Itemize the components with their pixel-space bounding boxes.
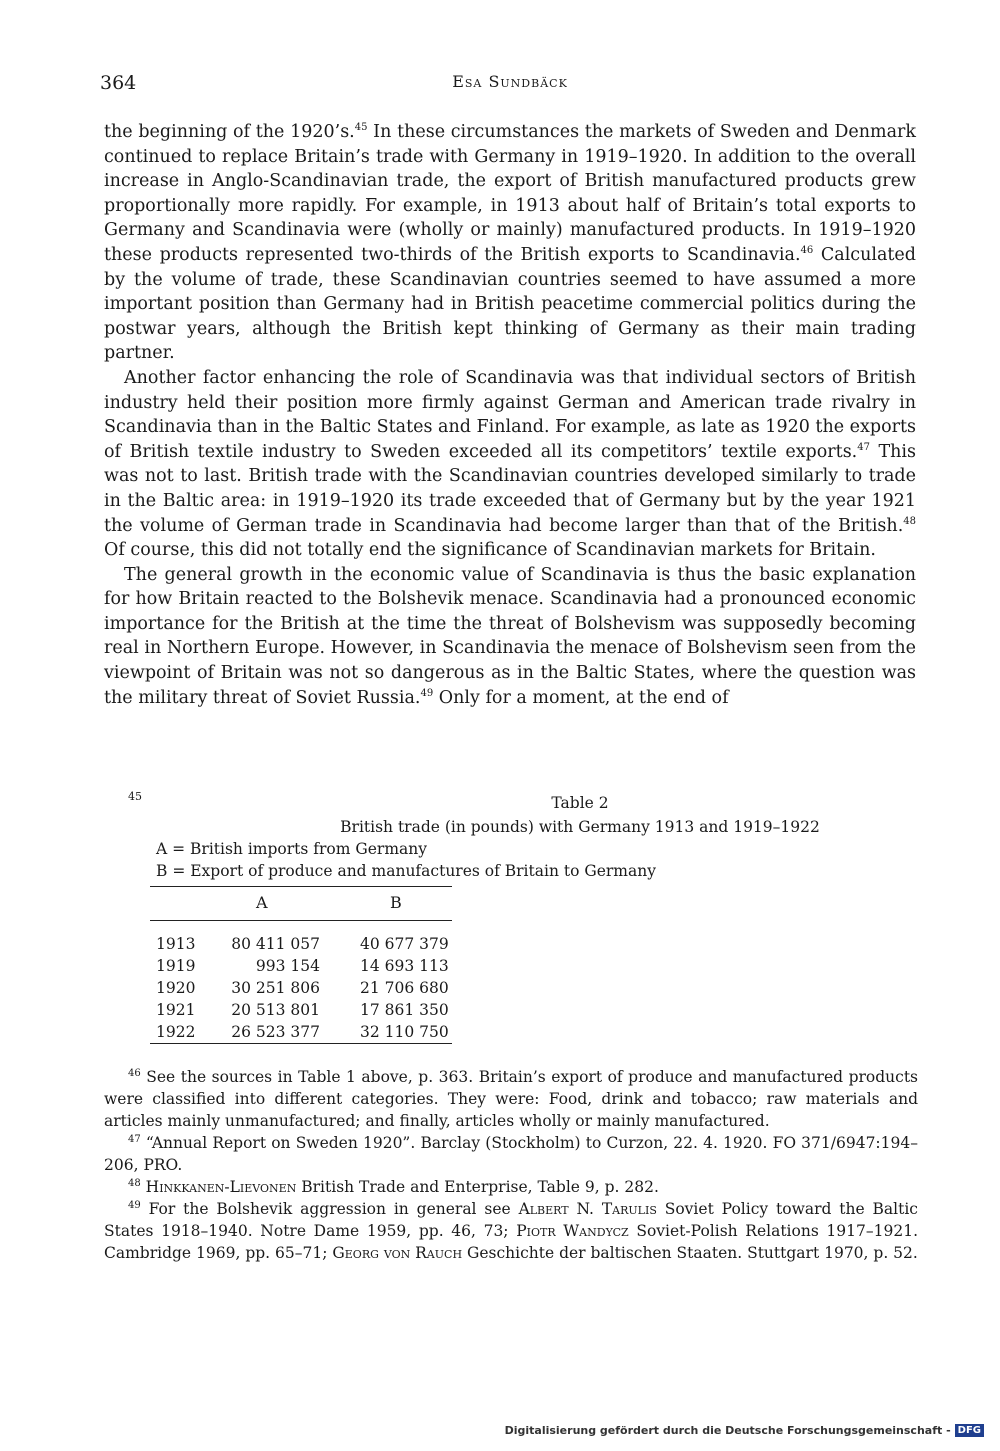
cell-a: 993 154 bbox=[255, 957, 320, 975]
dfg-logo-icon: DFG bbox=[955, 1424, 984, 1437]
footnote-author: Georg von Rauch bbox=[332, 1244, 463, 1262]
footnote-ref-47: 47 bbox=[857, 441, 870, 453]
p1-text-b: In these circumstances the markets of Sweden and Denmark continued to replace Britain’s trade with Germany in 1919–1920. In addition to the overall increase in Anglo-Scandinavian trade, the export of British manufactured products grew proportionally more rapidly. For example, in 1913 about half of Britain’s total exports to Germany and Scandinavia were (wholly or mainly) manufactured products. In 1919–1920 these products represented two-thirds of the British exports to Scandinavia. bbox=[104, 122, 916, 265]
footnote-text: “Annual Report on Sweden 1920”. Barclay (Stockholm) to Curzon, 22. 4. 1920. FO 371/6947:194–206, PRO. bbox=[104, 1134, 918, 1174]
footnote-text: For the Bolshevik aggression in general see bbox=[148, 1200, 519, 1218]
table-legend-b: B = Export of produce and manufactures of Britain to Germany bbox=[156, 862, 656, 880]
footnote-ref-49: 49 bbox=[420, 687, 434, 699]
cell-b: 17 861 350 bbox=[360, 1001, 449, 1019]
footnote-ref-45: 45 bbox=[354, 122, 368, 134]
p1-text-c: Calculated by the volume of trade, these Scandinavian countries seemed to have assumed a more important position than Germany had in British peacetime commercial politics during the postwar years, although the British kept thinking of Germany as their main trading partner. bbox=[104, 244, 916, 364]
table-legend-a: A = British imports from Germany bbox=[156, 840, 428, 858]
paragraph-3 bbox=[104, 563, 916, 711]
cell-a: 26 523 377 bbox=[231, 1023, 320, 1041]
table-row bbox=[150, 921, 452, 956]
table-row bbox=[150, 999, 452, 1021]
cell-b: 21 706 680 bbox=[360, 979, 449, 997]
header-year bbox=[150, 887, 210, 921]
paragraph-2 bbox=[104, 366, 916, 563]
footnote-48 bbox=[104, 1176, 918, 1198]
table-row bbox=[150, 955, 452, 977]
cell-b: 14 693 113 bbox=[360, 957, 449, 975]
running-head: Esa Sundbäck bbox=[452, 72, 568, 91]
footnote-number: 49 bbox=[128, 1199, 141, 1211]
body-text bbox=[104, 120, 916, 710]
cell-a: 20 513 801 bbox=[231, 1001, 320, 1019]
trade-table bbox=[150, 886, 452, 1044]
footnote-text: Geschichte der baltischen Staaten. Stuttgart 1970, p. 52. bbox=[462, 1244, 918, 1262]
footnote-author: Albert N. Tarulis bbox=[518, 1200, 657, 1218]
cell-a: 30 251 806 bbox=[231, 979, 320, 997]
cell-year: 1922 bbox=[156, 1023, 196, 1041]
p3-text-b: Only for a moment, at the end of bbox=[433, 687, 729, 708]
p2-text-a: Another factor enhancing the role of Scandinavia was that individual sectors of British industry held their position more firmly against German and American trade rivalry in Scandinavia than in the Baltic States and Finland. For example, as late as 1920 the exports of British textile industry to Sweden exceeded all its competitors’ textile exports. bbox=[104, 367, 916, 462]
footnote-number: 46 bbox=[128, 1067, 141, 1079]
header-a: A bbox=[210, 887, 360, 921]
cell-b: 40 677 379 bbox=[360, 935, 449, 953]
cell-b: 32 110 750 bbox=[360, 1023, 449, 1041]
cell-year: 1913 bbox=[156, 935, 196, 953]
cell-year: 1920 bbox=[156, 979, 196, 997]
table-row bbox=[150, 977, 452, 999]
footnote-ref-48: 48 bbox=[903, 515, 916, 527]
cell-year: 1919 bbox=[156, 957, 196, 975]
paragraph-1 bbox=[104, 120, 916, 366]
footnote-number: 48 bbox=[128, 1177, 141, 1189]
page-header bbox=[100, 72, 920, 98]
footnote-author: Hinkkanen-Lievonen bbox=[145, 1178, 297, 1196]
footnote-49 bbox=[104, 1198, 918, 1264]
banner-text: Digitalisierung gefördert durch die Deutsche Forschungsgemeinschaft - bbox=[504, 1424, 951, 1437]
footnote-author: Piotr Wandycz bbox=[516, 1222, 629, 1240]
header-b: B bbox=[360, 887, 452, 921]
cell-a: 80 411 057 bbox=[231, 935, 320, 953]
table-subtitle: British trade (in pounds) with Germany 1913 and 1919–1922 bbox=[340, 818, 820, 836]
footnote-47 bbox=[104, 1132, 918, 1176]
table-row bbox=[150, 1021, 452, 1044]
table-title: Table 2 bbox=[551, 794, 609, 812]
footnote-number: 47 bbox=[128, 1133, 141, 1145]
table-header-row bbox=[150, 887, 452, 921]
footnotes bbox=[104, 1066, 918, 1264]
footnote-text: Soviet Policy toward the Baltic States 1918–1940. Notre Dame 1959, pp. 46, 73; bbox=[104, 1200, 918, 1240]
p2-text-c: Of course, this did not totally end the significance of Scandinavian markets for Britain. bbox=[104, 540, 876, 561]
footnote-text: Soviet-Polish Relations 1917–1921. Cambridge 1969, pp. 65–71; bbox=[104, 1222, 918, 1262]
footnote-46 bbox=[104, 1066, 918, 1132]
footnote-text: See the sources in Table 1 above, p. 363. Britain’s export of produce and manufactured products were classified into different categories. They were: Food, drink and tobacco; raw materials and articles mainly unmanufactured; and finally, articles wholly or mainly manufactured. bbox=[104, 1068, 918, 1130]
cell-year: 1921 bbox=[156, 1001, 196, 1019]
p3-text-a: The general growth in the economic value of Scandinavia is thus the basic explanation for how Britain reacted to the Bolshevik menace. Scandinavia had a pronounced economic importance for the British at the time the threat of Bolshevism was supposedly becoming real in Northern Europe. However, in Scandinavia the menace of Bolshevism seen from the viewpoint of Britain was not so dangerous as in the Baltic States, where the question was the military threat of Soviet Russia. bbox=[104, 564, 916, 708]
footnote-text: British Trade and Enterprise, Table 9, p. 282. bbox=[296, 1178, 659, 1196]
p1-text-a: the beginning of the 1920’s. bbox=[104, 122, 355, 142]
digitization-banner bbox=[505, 1424, 984, 1437]
table-footnote-marker: 45 bbox=[128, 790, 142, 803]
p2-text-b: This was not to last. British trade with the Scandinavian countries developed similarly to trade in the Baltic area: in 1919–1920 its trade exceeded that of Germany but by the year 1921 the volume of German trade in Scandinavia had become larger than that of the British. bbox=[104, 441, 916, 536]
page-number: 364 bbox=[100, 72, 137, 94]
footnote-ref-46: 46 bbox=[800, 245, 814, 257]
